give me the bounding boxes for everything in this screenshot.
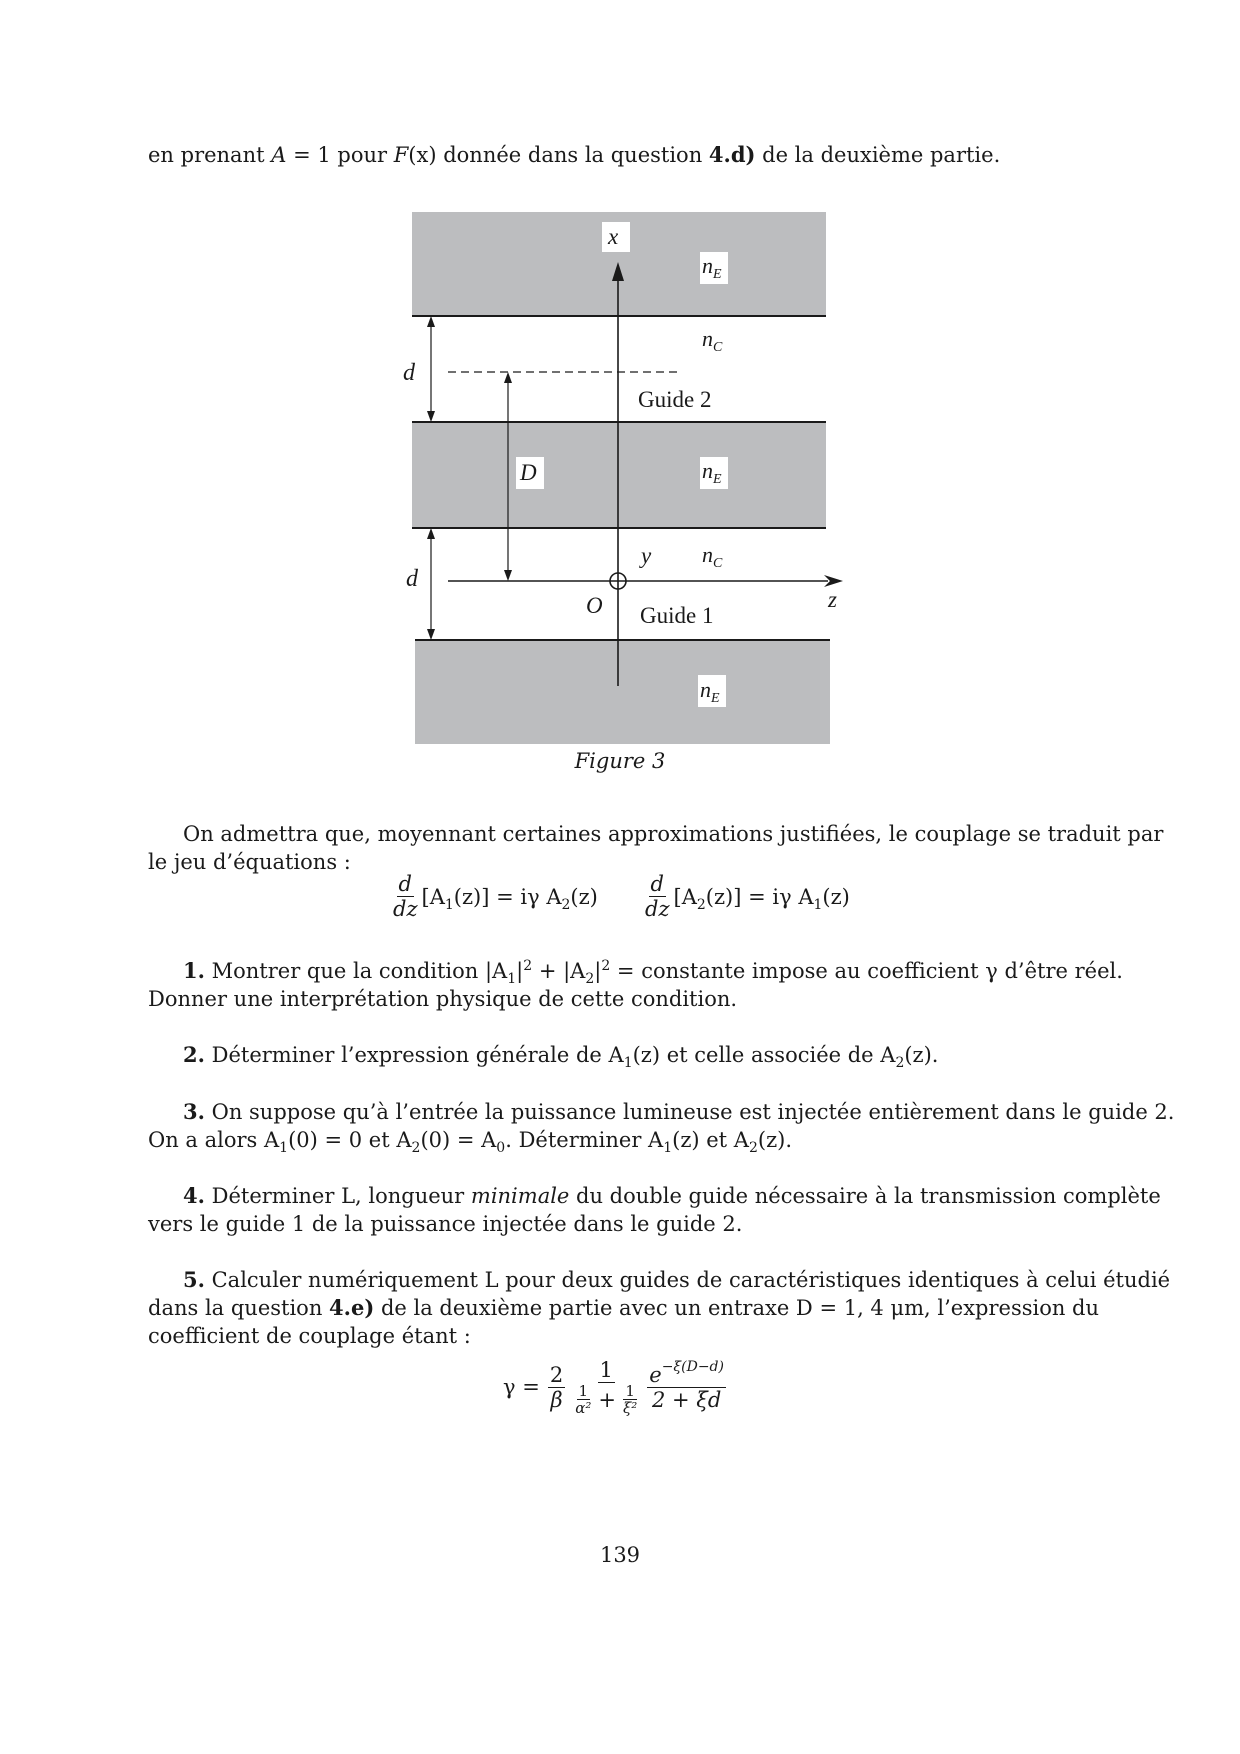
z-axis-label: z	[828, 587, 837, 612]
admit-line-2: le jeu d’équations :	[148, 850, 351, 874]
question-2: 2. Déterminer l’expression générale de $A_1(z)$ et celle associée de $A_2(z)$.	[183, 1042, 939, 1072]
coupled-equation-1	[389, 872, 598, 921]
ne-top-label: $n_E$	[702, 253, 722, 282]
question-5-line-2: dans la question 4.e) de la deuxième partie avec un entraxe D = 1, 4 μm, l’expression du	[148, 1295, 1100, 1320]
d-top-arrowhead-down	[427, 411, 435, 422]
intro-text-2: = 1 pour	[286, 143, 394, 167]
admit-line-1: On admettra que, moyennant certaines approximations justifiées, le couplage se traduit par	[183, 822, 1164, 846]
intro-arg-x: (x)	[408, 143, 437, 167]
D-arrowhead-down	[504, 570, 512, 581]
figure-caption: Figure 3	[574, 749, 666, 773]
cladding-middle	[412, 422, 826, 528]
gamma-factor-2-over-beta: $\frac{2}{\beta}$	[549, 1362, 564, 1412]
figure-3-diagram	[0, 0, 1240, 760]
eq1-body: $[A_1(z)] = i\gamma$ $A_2(z)$	[421, 884, 598, 913]
gamma-factor-exponential: $\frac{e^{-\xi(D-d)}}{2 + \xi d}$	[649, 1358, 724, 1412]
nc-bottom-label: $n_C$	[702, 542, 723, 571]
nc-top-label: $n_C$	[702, 326, 723, 355]
gamma-factor-inverse-sum: 1 $\frac{1}{\text{α²}}$ + $\frac{1}{\text{ξ²}}$	[575, 1358, 638, 1417]
question-5-line-1: 5. Calculer numériquement L pour deux guides de caractéristiques identiques à celui étudié	[183, 1267, 1171, 1292]
ne-bottom-label: $n_E$	[700, 677, 720, 706]
D-label: D	[520, 460, 537, 485]
intro-var-f: F	[393, 143, 409, 167]
eq2-body: $[A_2(z)] = i\gamma$ $A_1(z)$	[673, 884, 850, 913]
intro-ref: 4.d)	[708, 142, 756, 167]
question-5-line-3: coefficient de couplage étant :	[148, 1324, 471, 1348]
d-top-label: d	[403, 360, 415, 386]
eq1-derivative: $\frac{d}{dz}$	[393, 872, 418, 921]
d-top-arrowhead-up	[427, 316, 435, 327]
cladding-bottom	[415, 640, 830, 744]
intro-text-4: de la deuxième partie.	[755, 143, 1001, 167]
eq2-derivative: $\frac{d}{dz}$	[645, 872, 670, 921]
guide2-label: Guide 2	[638, 387, 712, 412]
coupled-equation-2	[641, 872, 850, 921]
d-bottom-arrowhead-up	[427, 528, 435, 539]
intro-var-a: A	[271, 143, 287, 167]
guide1-label: Guide 1	[640, 603, 714, 628]
x-axis-label: x	[608, 224, 619, 249]
question-1-line-2: Donner une interprétation physique de cette condition.	[148, 987, 738, 1011]
intro-text-3: donnée dans la question	[436, 143, 709, 167]
question-3-line-2: On a alors $A_1(0) = 0$ et $A_2(0) = A_0$. Déterminer $A_1(z)$ et $A_2(z)$.	[148, 1128, 793, 1157]
D-arrowhead-up	[504, 372, 512, 383]
question-1-line-1: 1. Montrer que la condition $|A_1|^2 + |A_2|^2$ = constante impose au coefficient γ d’être réel.	[183, 958, 1123, 988]
intro-text-1: en prenant	[148, 143, 272, 167]
d-bottom-arrowhead-down	[427, 629, 435, 640]
y-axis-label: y	[641, 543, 652, 568]
question-4-line-1: 4. Déterminer L, longueur minimale du double guide nécessaire à la transmission complète	[183, 1183, 1161, 1208]
d-bottom-label: d	[406, 566, 418, 592]
gamma-formula	[503, 1358, 728, 1416]
ne-middle-label: $n_E$	[702, 458, 722, 487]
question-3-line-1: 3. On suppose qu’à l’entrée la puissance lumineuse est injectée entièrement dans le guide 2.	[183, 1099, 1175, 1124]
question-4-line-2: vers le guide 1 de la puissance injectée dans le guide 2.	[148, 1212, 743, 1236]
origin-label: O	[586, 593, 603, 618]
page-number: 139	[599, 1543, 641, 1567]
gamma-lhs: γ =	[503, 1375, 540, 1399]
